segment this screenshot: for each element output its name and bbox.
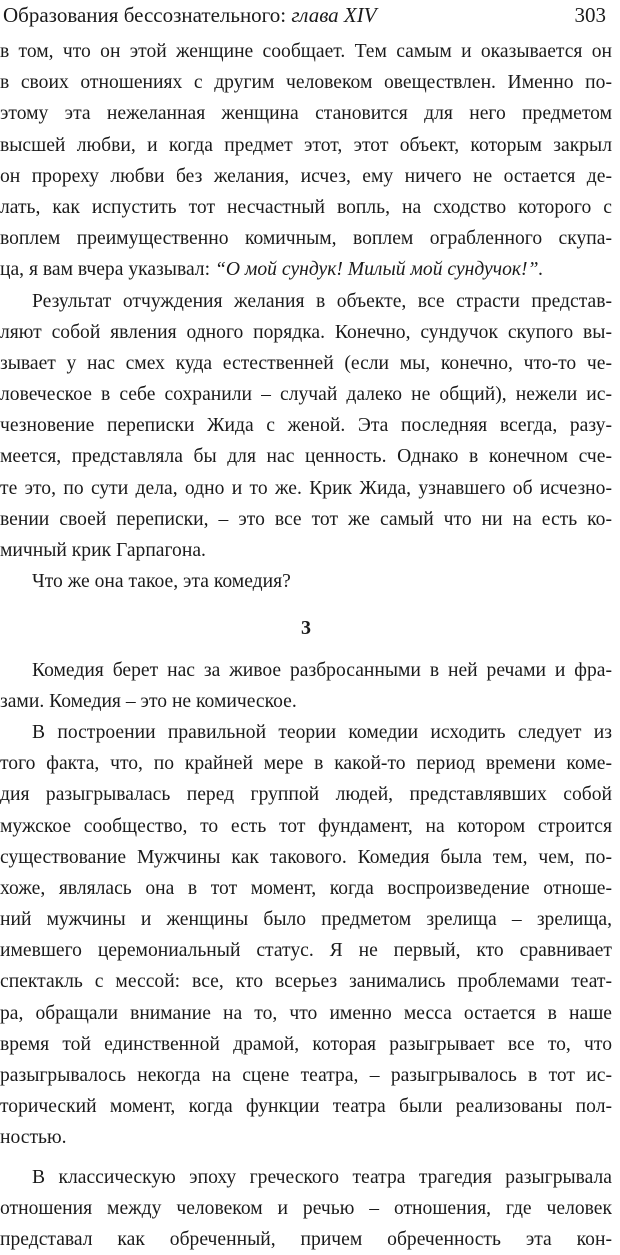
text-line: те это, по сути дела, одно и то же. Крик Жида, узнавшего об исчезно- xyxy=(0,477,612,499)
text-line xyxy=(0,254,612,285)
text-line: спектакль с мессой: все, кто всерьез занимались проблемами теат- xyxy=(0,971,612,993)
text-line: В построении правильной теории комедии исходить следует из xyxy=(32,721,612,743)
text-line: мичный крик Гарпагона. xyxy=(0,540,206,561)
text-line: чезновение переписки Жида с женой. Эта последняя всегда, разу- xyxy=(0,415,612,437)
text-line: ностью. xyxy=(0,1127,67,1149)
text-line: меется, представляла бы для нас ценность. Однако в конечном сче- xyxy=(0,446,612,468)
text-line: вении своей переписки, – это все тот же самый что ни на есть ко- xyxy=(0,508,612,530)
text-line: ляют собой явления одного порядка. Конечно, сундучок скупого вы- xyxy=(0,321,612,343)
text-line: мужское сообщество, то есть тот фундамент, на котором строится xyxy=(0,815,612,837)
text-line: время той единственной драмой, которая разыгрывает все то, что xyxy=(0,1033,612,1055)
running-head-title: Образования бессознательного: xyxy=(3,3,292,27)
text-line: В классическую эпоху греческого театра трагедия разыгрывала xyxy=(32,1166,612,1188)
italic-quote: “О мой сундук! Милый мой сундучок!”. xyxy=(214,259,544,281)
text-line: ловеческое в себе сохранили – случай далеко не общий), нежели ис- xyxy=(0,384,612,406)
running-head xyxy=(3,2,377,28)
text-line: этому эта нежеланная женщина становится для него предметом xyxy=(0,103,612,125)
page-number: 303 xyxy=(574,3,606,27)
text-line: Комедия берет нас за живое разбросанными в ней речами и фра- xyxy=(32,659,612,681)
section-number: 3 xyxy=(301,617,311,640)
text-line: лать, как испустить тот несчастный вопль, на сходство которого с xyxy=(0,196,612,218)
text-line: зами. Комедия – это не комическое. xyxy=(0,690,297,712)
text-line: разыгрывалось некогда на сцене театра, – разыгрывалось в тот ис- xyxy=(0,1065,612,1086)
text-line: торический момент, когда функции театра были реализованы пол- xyxy=(0,1096,612,1118)
text-line: ний мужчины и женщины было предметом зрелища – зрелища, xyxy=(0,909,612,931)
text-line: хоже, являлась она в тот момент, когда воспроизведение отноше- xyxy=(0,877,612,899)
text-line: существование Мужчины как такового. Комедия была тем, чем, по- xyxy=(0,846,612,868)
body-text xyxy=(0,36,612,1255)
text-line: имевшего церемониальный статус. Я не первый, кто сравнивает xyxy=(0,940,612,962)
running-head-chapter: глава XIV xyxy=(291,3,377,27)
text-line: воплем преимущественно комичным, воплем ограбленного скупа- xyxy=(0,228,612,250)
text-line: ра, обращали внимание на то, что именно месса остается в наше xyxy=(0,1002,612,1024)
text-line: он прореху любви без желания, исчез, ему ничего не остается де- xyxy=(0,165,612,187)
text-fragment: ца, я вам вчера указывал: xyxy=(0,259,215,281)
text-line: высшей любви, и когда предмет этот, этот объект, которым закрыл xyxy=(0,134,612,156)
text-line: того факта, что, по крайней мере в какой-то период времени коме- xyxy=(0,753,612,775)
text-line: дия разыгрывалась перед группой людей, представлявших собой xyxy=(0,784,612,806)
text-line: в своих отношениях с другим человеком овеществлен. Именно по- xyxy=(0,72,612,94)
text-line: Что же она такое, эта комедия? xyxy=(32,571,291,593)
text-line: отношения между человеком и речью – отношения, где человек xyxy=(0,1197,612,1219)
text-line: Результат отчуждения желания в объекте, все страсти представ- xyxy=(32,290,612,312)
text-line: в том, что он этой женщине сообщает. Тем самым и оказывается он xyxy=(0,41,612,62)
text-line: представал как обреченный, причем обреченность эта кон- xyxy=(0,1228,612,1250)
text-line: зывает у нас смех куда естественней (если мы, конечно, что-то че- xyxy=(0,352,612,374)
